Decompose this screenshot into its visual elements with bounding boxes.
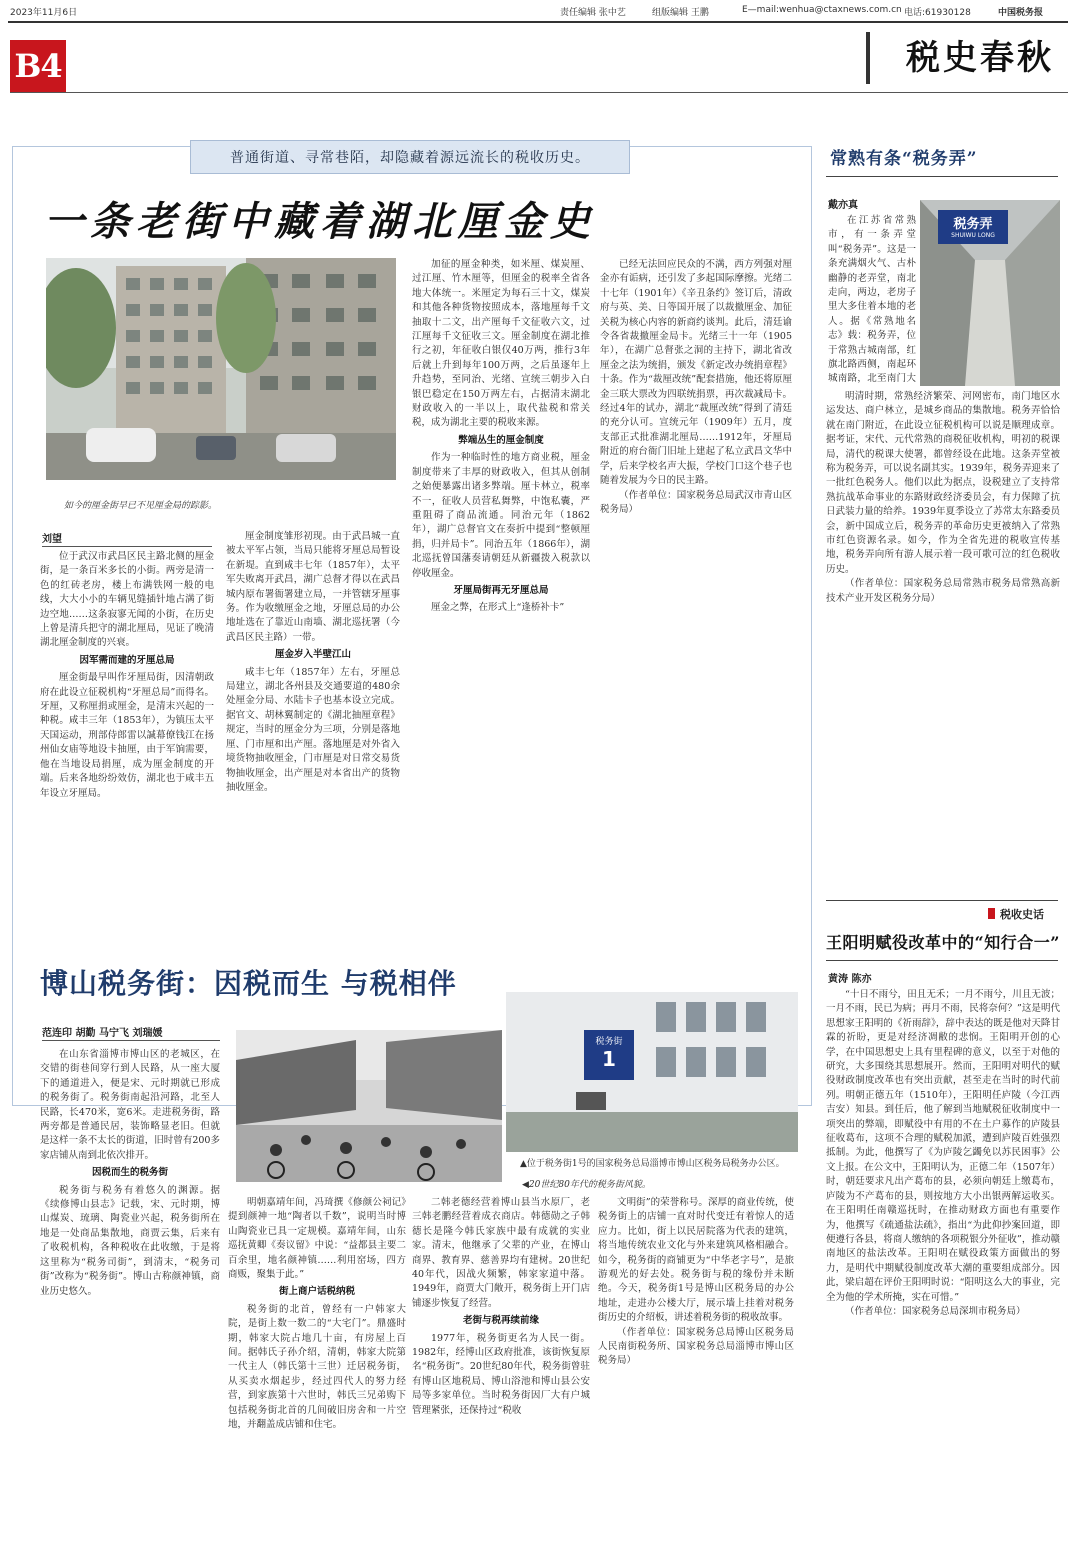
subheading: 老街与税再续前缘 xyxy=(462,1315,539,1327)
paragraph: 加征的厘金种类，如米厘、煤炭厘、过江厘、竹木厘等，但厘金的税率全省各地大体统一。米厘定为每石三十文，煤炭和其他各种货物按照成本，落地厘每千文抽取十二文，出产厘每千文征收六文，过江厘每千文征收三文。厘金制度在湖北推行之初，年征收白银仅40万两，推行3年后就上升到每年100万两，之后虽逐年上升趋势，至同治、光绪、宣统三朝步入白银巴稳定在150万两左右，占据清末湖北财政收入的一半以上，取代盐税和常关税，成为湖北主要的税收来源。 xyxy=(412,259,590,429)
article-column-1 xyxy=(40,550,214,946)
right-article2-byline: 黄涛 陈亦 xyxy=(828,974,872,985)
article2-column-3 xyxy=(412,1196,590,1440)
subheading: 牙厘局街再无牙厘总局 xyxy=(453,584,549,596)
paragraph: 明清时期，常熟经济繁荣、河网密布，南门地区水运发达、商户林立，是城乡商品的集散地。税务弄恰恰就在南门附近，在此设立征税机构可以说是顺理成章。据考证，宋代、元代常熟的商税征收机构，明初的税课局，清代的税课大使署，都曾经设在此地。这条弄堂被称为税务弄，可以说名副其实。1939年，税务弄迎来了一批红色税务人。他们以此为据点，设税建立了支持常熟抗战革命事业的东路财政经济委员会，有力保障了抗日武装力量的给养。1939年夏季设立了苏常太东路委员会，新中国成立后，税务弄的革命历史更被纳入了常熟市红色资源名录。如今，作为全省先进的税收宣传基地，税务弄向所有游人展示着一段可歌可泣的红色税收历史。 xyxy=(826,391,1060,575)
paragraph: 厘金街最早叫作牙厘局街，因清朝政府在此设立征税机构“牙厘总局”而得名。牙厘，又称厘捐或厘金，是清末兴起的一种税。咸丰三年（1853年），为镇压太平天国运动，刑部侍郎雷以諴幕僚钱江在扬州仙女庙等地设卡抽厘，由于军饷需要，他在当地设局捐厘，成为厘金制度的开端。后来各地纷纷效仿，湖北也于咸丰五年设立牙厘局。 xyxy=(40,672,214,799)
subheading: 厘金岁入半壁江山 xyxy=(274,649,351,661)
article-title: 一条老街中藏着湖北厘金史 xyxy=(44,198,596,245)
title-rule xyxy=(826,960,1058,961)
article-column-4 xyxy=(600,258,792,948)
right-article2-title: 王阳明赋役改革中的“知行合一” xyxy=(826,933,1060,952)
header-rule xyxy=(8,21,1068,23)
street-photo-image xyxy=(46,258,396,480)
subheading: 弊端丛生的厘金制度 xyxy=(458,434,544,446)
paragraph: 厘金之弊，在形式上“逢桥补卡” xyxy=(431,602,565,614)
article2-byline: 范连印 胡勤 马宁飞 刘瑞媛 xyxy=(42,1028,163,1039)
title-rule xyxy=(826,176,1058,177)
right-article-title: 常熟有条“税务弄” xyxy=(830,149,978,169)
section-ornament xyxy=(866,32,870,84)
paragraph: 明朝嘉靖年间，冯琦撰《修颜公祠记》提到颜神一地“陶者以千数”，说明当时博山陶瓷业已具一定规模。嘉靖年间，山东巡抚黄卿《奏议留》中说：“益都县主要二百余里，地名颜神镇……利用窑场，四方商贩，聚集于此。” xyxy=(228,1197,406,1281)
alley-photo xyxy=(920,200,1060,386)
subheading: 街上商户话税纳税 xyxy=(278,1286,355,1298)
alley-sign xyxy=(938,210,1008,244)
paragraph: 在山东省淄博市博山区的老城区，在交错的街巷间穿行到人民路，从一座大厦下的通道进入，便是宋、元时期就已形成的税务街了。税务街南起沿河路，北至人民路，长470米，宽6米。走进税务街，路两旁都是普通民居，装饰略显老旧。但就是这样一条不太长的街道，旧时曾有200多家店铺从南到北依次排开。 xyxy=(40,1049,220,1161)
byline-rule xyxy=(42,1040,220,1041)
email: E—mail:wenhua@ctaxnews.com.cn xyxy=(742,5,902,15)
paragraph: “十日不雨兮，田且无禾；一月不雨兮，川且无波；一月不雨，民已为病；再月不雨，民将奈何？”这是明代思想家王阳明的《祈雨辞》，辞中表达的既是他对天降甘霖的祈盼，更是对经济凋敝的悲悯。王阳明开创的心学，在中国思想史上具有里程碑的意义，以至于对他的研究，大多围绕其思想展开。然而，王阳明对明代的赋役财政制度改革也有突出贡献，甚至走在当时的时代前列。明朝正德五年（1510年），王阳明任庐陵（今江西吉安）知县。到任后，他了解到当地赋税征收制度中一项突出的弊端，即赋役中有用的不在土户募作的庐陵县征收葛布，这项不合理的赋税加派，遭到庐陵百姓强烈抵制。为此，他撰写了《为庐陵乞蠲免以苏民困事》公文上报。在公文中，王阳明认为，正德二年（1507年）时，朝廷要求凡出产葛布的县，必须向朝廷上缴葛布，庐陵为不产葛布的县，则按地方大小出银两解运收买。在王阳明任南赣巡抚时，在推动财政方面也有重要作为，他撰写《疏通盐法疏》，指出“为此仰抄案回道，即便遵行各县，将商人缴纳的各项税银分外征收”，推动赣南地区的盐法改革。王阳明在赋役政策方面做出的努力，是明代中期赋役制度改革大潮的重要组成部分。因此，梁启超在评价王阳明时说：“阳明这么大的事业，完全为他的学术所掩，实在可惜。” xyxy=(826,989,1060,1303)
tax-office-photo-image xyxy=(506,992,798,1152)
issue-date: 2023年11月6日 xyxy=(10,8,78,18)
street-photo-caption: 如今的厘金街早已不见厘金局的踪影。 xyxy=(64,501,218,511)
page-rule xyxy=(10,92,1068,93)
right-article-byline: 戴亦真 xyxy=(828,200,858,211)
article-byline: 刘望 xyxy=(42,534,62,545)
tax-office-photo xyxy=(506,992,798,1152)
paragraph: 税务街的北首，曾经有一户韩家大院，是街上数一数二的“大宅门”。鼎盛时期，韩家大院占地几十亩，有房屋上百间。据韩氏子孙介绍，清朝，韩家大院第一代主人（韩氏第十三世）迁居税务街，从买卖水烟起步，经过四代人的努力经营，到家族第十六世时，韩氏三兄弟购下包括税务街北首的几间破旧房舍和一片空地，并翻盖成店铺和住宅。 xyxy=(228,1303,406,1431)
article-column-3 xyxy=(412,258,590,948)
old-street-photo xyxy=(236,1030,502,1182)
article-column-2 xyxy=(226,530,400,946)
author-note: （作者单位：国家税务总局武汉市青山区税务局） xyxy=(600,489,792,515)
alley-sign-pinyin: SHUIWU LONG xyxy=(951,232,995,239)
masthead-strip xyxy=(0,0,1076,20)
article2-column-1 xyxy=(40,1048,220,1440)
paragraph: 二韩老德经营着博山县当水原厂，老三韩老鹏经营着成衣商店。韩德勋之子韩德长是隆今韩氏家族中最有成就的实业家。清末，他继承了父辈的产业，在博山商界、教育界、慈善界均有建树。20世纪40年代，因战火频繁，韩家家道中落。1949年，商贾大门敞开，税务街上开门店铺逐步恢复了经营。 xyxy=(412,1197,590,1309)
street-sign xyxy=(584,1030,634,1080)
article2-title: 博山税务街：因税而生 与税相伴 xyxy=(40,967,457,1000)
page-number: B4 xyxy=(10,40,66,92)
paper-name: 中国税务报 xyxy=(998,8,1044,18)
paragraph: 作为一种临时性的地方商业税，厘金制度带来了丰厚的财政收入，但其从创制之始便暴露出诸多弊端。厘卡林立，税率不一，征收人员营私舞弊，中饱私囊，严重阻碍了商品流通。同治元年（1862年），湖广总督官文在奏折中提到“整顿厘捐，归并局卡”。同治五年（1866年），湖北巡抚曾国藩奏请朝廷从新疆拨入税款以停收厘金。 xyxy=(412,452,590,579)
paragraph: 文明街”的荣誉称号。深厚的商业传统，使税务街上的店铺一直对时代变迁有着惊人的适应力。比如，街上以民居院落为代表的建筑，将当地传统农业文化与外来建筑风格相融合。如今，税务街的商铺更为“中华老字号”，是旅游观光的好去处。税务街与税的缘份并未断绝。今天，税务街1号是博山区税务局的办公地址，走进办公楼大厅，展示墙上挂着对税务街历史的介绍板，讲述着税务街的税收故事。 xyxy=(598,1197,794,1324)
paragraph: 厘金制度雏形初现。由于武昌城一直被太平军占领，当局只能将牙厘总局暂设在新堤。直到咸丰七年（1857年），太平军失败离开武昌，湖广总督才得以在武昌城内原布署衙署建立局，一并管辖牙厘事务。作为收缴厘金之地，牙厘总局的办公地址选在了靠近山南墙、湖北巡抚署（今武昌区民主路）一带。 xyxy=(226,531,400,643)
tax-office-caption: ▲位于税务街1号的国家税务总局淄博市博山区税务局税务办公区。 xyxy=(520,1159,785,1169)
author-note: （作者单位：国家税务总局深圳市税务局） xyxy=(845,1305,1026,1317)
article2-column-4 xyxy=(598,1196,794,1440)
subheading: 因税而生的税务街 xyxy=(91,1167,168,1179)
right-article-column-a xyxy=(828,214,916,386)
right-article-column-b xyxy=(826,390,1060,892)
editor: 责任编辑 张中艺 xyxy=(560,8,626,18)
paragraph: 1977年，税务街更名为人民一街。1982年，经博山区政府批准，该街恢复原名“税务街”。20世纪80年代，税务街曾驻有博山区地税局、博山浴池和博山县公安局等多家单位。当时税务街因厂大有户城管理紧张，还保持过“税收 xyxy=(412,1332,590,1416)
alley-sign-name: 税务弄 xyxy=(953,217,993,232)
article2-column-2 xyxy=(228,1196,406,1440)
section-title: 税史春秋 xyxy=(906,38,1054,78)
paragraph: 在江苏省常熟市，有一条弄堂叫“税务弄”。这是一条充满烟火气、古朴幽静的老弄堂，南北走向，两边，老房子里大多住着本地的老人。据《常熟地名志》载：税务弄，位于常熟古城南部，红旗北路西侧，南起环城南路，北至南门大 xyxy=(828,215,916,385)
paragraph: 税务街与税务有着悠久的渊源。据《续修博山县志》记载，宋、元时期，博山煤炭、琉璃、陶瓷业兴起，税务街所在地是一处商品集散地，商贾云集，后来有了收税机构，各种税收在此收缴，于是将这里称为“税务司街”，到清末，“税务司街”改称为“税务街”。博山古称颜神镇，商业历史悠久。 xyxy=(40,1184,220,1297)
street-sign-number: 1 xyxy=(602,1047,616,1071)
paragraph: 位于武汉市武昌区民主路北侧的厘金街，是一条百米多长的小街。两旁是清一色的红砖老房，楼上布满铁网一般的电线，大大小小的车辆见缝插针地占满了街边空地……这条寂寥无闻的小街，在历史上曾是清兵把守的湖北厘局，见证了晚清湖北厘金制度的兴衰。 xyxy=(40,551,214,649)
old-street-photo-image xyxy=(236,1030,502,1182)
byline-rule xyxy=(42,546,212,547)
paragraph: 咸丰七年（1857年）左右，牙厘总局建立，湖北各州县及交通要道的480余处厘金分局、水陆卡子也基本设立完成。据官文、胡林翼制定的《湖北抽厘章程》规定，当时的厘金分为三项，分别是落地厘、门市厘和出产厘。落地厘是对外省入境货物抽收厘金，门市厘是对日常交易货物抽收厘金，出产厘是对本省出产的货物抽收厘金。 xyxy=(226,666,400,793)
author-note: （作者单位：国家税务总局博山区税务局人民南街税务所、国家税务总局淄博市博山区税务局） xyxy=(598,1326,794,1367)
street-sign-name: 税务街 xyxy=(595,1037,623,1047)
article-subtitle: 普通街道、寻常巷陌，却隐藏着源远流长的税收历史。 xyxy=(190,140,630,174)
subheading: 因军需而建的牙厘总局 xyxy=(79,654,175,666)
street-photo xyxy=(46,258,396,480)
column-tag: 税收史话 xyxy=(1000,908,1044,921)
old-photo-caption: ◀20世纪80年代的税务街风貌。 xyxy=(522,1180,651,1190)
right-article2-column xyxy=(826,988,1060,1440)
author-note: （作者单位：国家税务总局常熟市税务局常熟高新技术产业开发区税务分局） xyxy=(826,578,1060,604)
paragraph: 已经无法回应民众的不满，西方列强对厘金亦有诟病，还引发了多起国际摩擦。光绪二十七年（1901年）《辛丑条约》签订后，清政府与英、美、日等国开展了以裁撤厘金、加征关税为核心内容的新商约谈判。此后，清廷谕令各省裁撤厘金局卡。光绪三十一年（1905年），在湖广总督张之洞的主持下，湖北省改厘金之法为统捐，颁发《新定改办统捐章程》十条。作为“裁厘改统”配套措施，他还将原厘金三联大票改为四联统捐票，再次裁减局卡。经过4年的试办，湖北“裁厘改统”得到了清廷的充分认可。宣统元年（1909年）五月，度支部正式批准湖北厘局……1912年，牙厘局附近的府台衙门旧址上建起了私立武昌文华中学，后来学校名声大振，学校门口这个巷子也随着发展为今日的民主路。 xyxy=(600,259,792,487)
section-rule xyxy=(826,900,1058,901)
phone: 电话:61930128 xyxy=(904,8,971,18)
typeset-editor: 组版编辑 王鹏 xyxy=(652,8,709,18)
